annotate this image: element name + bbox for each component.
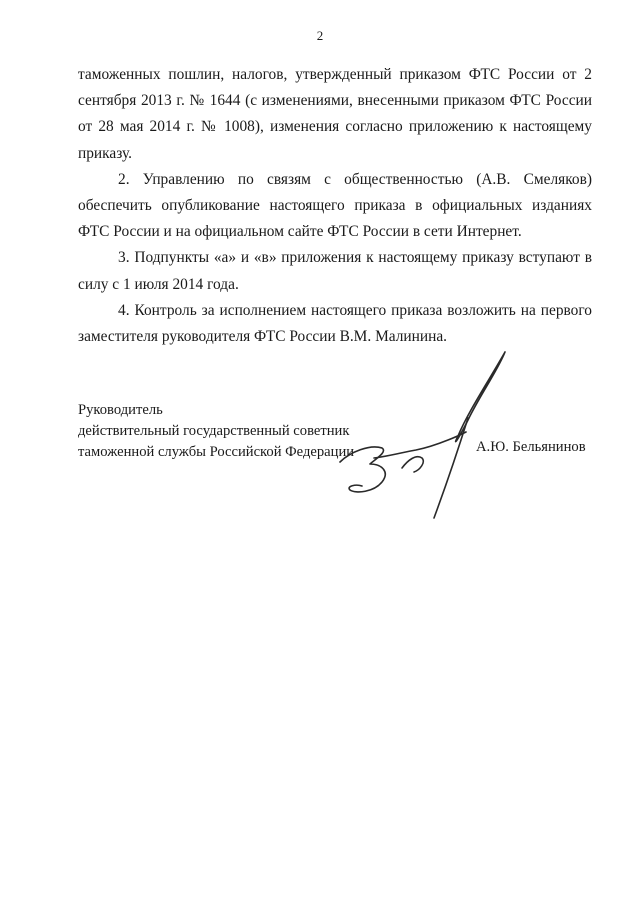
position-line-3: таможенной службы Российской Федерации [78,444,355,460]
position-line-1: Руководитель [78,402,163,418]
paragraph-3: 3. Подпункты «а» и «в» приложения к настоящему приказу вступают в силу с 1 июля 2014 года. [78,249,592,293]
position-line-2: действительный государственный советник [78,423,350,439]
signer-name: А.Ю. Бельянинов [476,439,586,455]
handwritten-signature [330,340,530,530]
paragraph-4: 4. Контроль за исполнением настоящего приказа возложить на первого заместителя руководителя ФТС России В.М. Малинина. [78,301,592,346]
document-body [78,62,592,350]
paragraph-1-continuation: таможенных пошлин, налогов, утвержденный приказом ФТС России от 2 сентября 2013 г. № 1644 (с изменениями, внесенными приказом ФТС России от 28 мая 2014 г. № 1008), изменения согласно приложению к настоящему приказу. [78,66,592,162]
signatory-position [78,400,354,463]
page-number: 2 [316,28,324,43]
paragraph-2: 2. Управлению по связям с общественностью (А.В. Смеляков) обеспечить опубликование настоящего приказа в официальных изданиях ФТС России и на официальном сайте ФТС России в сети Интернет. [78,170,592,241]
